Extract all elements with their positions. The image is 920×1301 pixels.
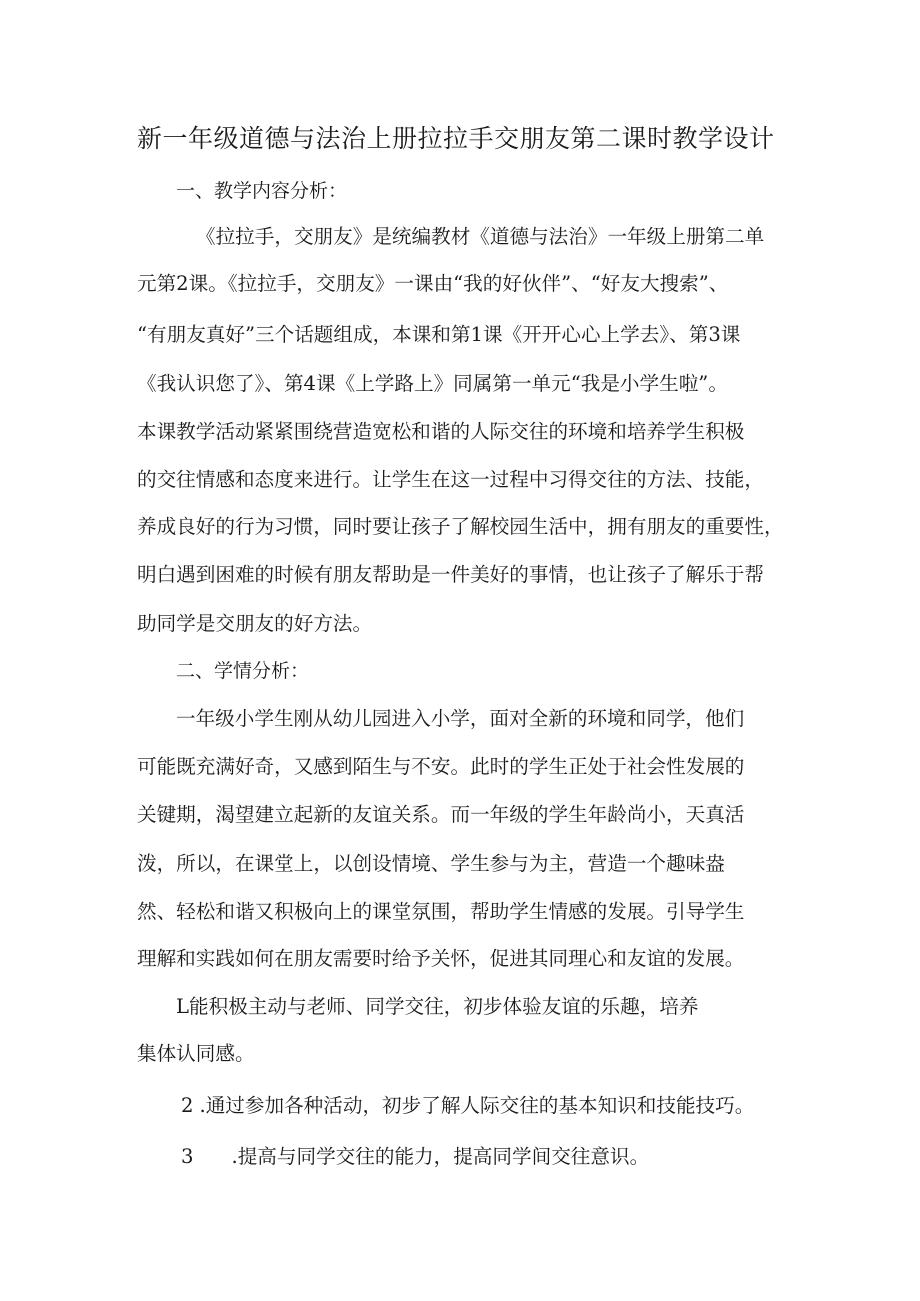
objective-item-1-line: L能积极主动与老师、同学交往，初步体验友谊的乐趣，培养 — [176, 995, 699, 1018]
document-title: 新一年级道德与法治上册拉拉手交朋友第二课时教学设计 — [137, 124, 775, 153]
paragraph-line: 《拉拉手，交朋友》是统编教材《道德与法治》一年级上册第二单 — [196, 225, 765, 248]
paragraph-line: 养成良好的行为习惯，同时要让孩子了解校园生活中，拥有朋友的重要性， — [137, 515, 784, 538]
objective-item-2 — [181, 1089, 754, 1118]
objective-number: 3 — [181, 1145, 194, 1168]
objective-item-1-line: 集体认同感。 — [137, 1042, 255, 1065]
section-heading-content-analysis: 一、教学内容分析： — [176, 180, 348, 202]
paragraph-line: 明白遇到困难的时候有朋友帮助是一件美好的事情，也让孩子了解乐于帮 — [137, 563, 764, 586]
paragraph-line: “有朋友真好”三个话题组成，本课和第1课《开开心心上学去》、第3课 — [137, 323, 741, 346]
paragraph-line: 助同学是交朋友的好方法。 — [137, 612, 373, 635]
section-heading-student-analysis: 二、学情分析： — [176, 660, 310, 682]
paragraph-line: 泼，所以，在课堂上，以创设情境、学生参与为主，营造一个趣味盎 — [137, 852, 725, 875]
paragraph-line: 理解和实践如何在朋友需要时给予关怀，促进其同理心和友谊的发展。 — [137, 947, 745, 970]
objective-text: .提高与同学交往的能力，提高同学间交往意识。 — [231, 1145, 650, 1168]
objective-number: 2 — [181, 1094, 194, 1117]
paragraph-line: 本课教学活动紧紧围绕营造宽松和谐的人际交往的环境和培养学生积极 — [137, 420, 745, 443]
paragraph-line: 然、轻松和谐又积极向上的课堂氛围，帮助学生情感的发展。引导学生 — [137, 900, 745, 923]
objective-text: .通过参加各种活动，初步了解人际交往的基本知识和技能技巧。 — [199, 1094, 755, 1117]
paragraph-line: 元第2课。《拉拉手，交朋友》一课由“我的好伙伴”、“好友大搜索”、 — [137, 272, 729, 295]
objective-item-3 — [181, 1140, 649, 1169]
paragraph-line: 《我认识您了》、第4课《上学路上》同属第一单元“我是小学生啦”。 — [137, 372, 728, 395]
paragraph-line: 可能既充满好奇，又感到陌生与不安。此时的学生正处于社会性发展的 — [137, 755, 745, 778]
paragraph-line: 关键期，渴望建立起新的友谊关系。而一年级的学生年龄尚小，天真活 — [137, 803, 745, 826]
paragraph-line: 的交往情感和态度来进行。让学生在这一过程中习得交往的方法、技能， — [137, 468, 764, 491]
paragraph-line: 一年级小学生刚从幼儿园进入小学，面对全新的环境和同学，他们 — [176, 707, 745, 730]
